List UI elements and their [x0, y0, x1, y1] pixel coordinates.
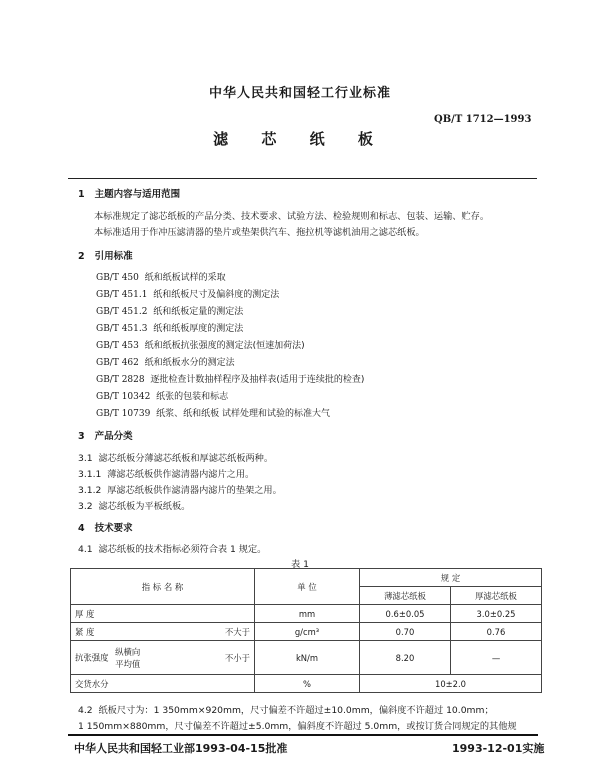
clause-4-2-line-1: 4.2 纸板尺寸为：1 350mm×920mm，尺寸偏差不许超过±10.0mm，偏斜度不许超过 10.0mm；	[78, 705, 494, 716]
header-rule	[68, 178, 537, 179]
org-title: 中华人民共和国轻工行业标准	[208, 86, 391, 101]
table-row: 紧 度 不大于 g/cm³ 0.70 0.76	[71, 623, 542, 641]
standard-code: QB/T 1712—1993	[434, 114, 532, 125]
reference-item: GB/T 451.2 纸和纸板定量的测定法	[96, 307, 244, 317]
document-title: 滤 芯 纸 板	[213, 130, 387, 148]
approval-date: 中华人民共和国轻工业部1993-04-15批准	[74, 742, 288, 755]
header-indicator: 指 标 名 称	[71, 569, 255, 605]
section-3-heading: 3 产品分类	[78, 431, 133, 442]
section-1-para-1: 本标准规定了滤芯纸板的产品分类、技术要求、试验方法、检验规则和标志、包装、运输、贮存。	[94, 211, 490, 222]
implementation-date: 1993-12-01实施	[452, 742, 545, 755]
header-thick: 厚滤芯纸板	[451, 587, 542, 605]
reference-item: GB/T 2828 逐批检查计数抽样程序及抽样表(适用于连续批的检查)	[96, 375, 365, 385]
clause-item: 3.1.2 厚滤芯纸板供作滤清器内滤片的垫架之用。	[78, 485, 282, 496]
clause-item: 3.1.1 薄滤芯纸板供作滤清器内滤片之用。	[78, 469, 255, 480]
reference-item: GB/T 10739 纸浆、纸和纸板 试样处理和试验的标准大气	[96, 409, 330, 419]
table-caption: 表 1	[291, 559, 309, 570]
table-row: 交货水分 % 10±2.0	[71, 675, 542, 693]
footer-rule	[68, 734, 538, 736]
clause-item: 3.1 滤芯纸板分薄滤芯纸板和厚滤芯纸板两种。	[78, 453, 274, 464]
section-1-heading: 1 主题内容与适用范围	[78, 189, 181, 200]
section-4-heading: 4 技术要求	[78, 523, 133, 534]
reference-item: GB/T 453 纸和纸板抗张强度的测定法(恒速加荷法)	[96, 341, 305, 351]
spec-table	[70, 568, 542, 693]
reference-item: GB/T 451.3 纸和纸板厚度的测定法	[96, 324, 244, 334]
section-1-para-2: 本标准适用于作冲压滤清器的垫片或垫架供汽车、拖拉机等滤机油用之滤芯纸板。	[94, 227, 425, 238]
clause-item: 3.2 滤芯纸板为平板纸板。	[78, 501, 191, 512]
clause-4-1: 4.1 滤芯纸板的技术指标必须符合表 1 规定。	[78, 544, 267, 555]
reference-item: GB/T 451.1 纸和纸板尺寸及偏斜度的测定法	[96, 290, 280, 300]
reference-item: GB/T 450 纸和纸板试样的采取	[96, 273, 226, 283]
section-2-heading: 2 引用标准	[78, 251, 133, 262]
table-row: 抗张强度 纵横向 平均值 不小于 kN/m 8.20 —	[71, 641, 542, 675]
table-row: 厚 度 mm 0.6±0.05 3.0±0.25	[71, 605, 542, 623]
reference-item: GB/T 462 纸和纸板水分的测定法	[96, 358, 235, 368]
reference-item: GB/T 10342 纸张的包装和标志	[96, 392, 229, 402]
header-unit: 单 位	[255, 569, 360, 605]
header-spec: 规 定	[360, 569, 542, 587]
header-thin: 薄滤芯纸板	[360, 587, 451, 605]
clause-4-2-line-2: 1 150mm×880mm，尺寸偏差不许超过±5.0mm，偏斜度不许超过 5.0mm，或按订货合同规定的其他规	[78, 721, 517, 732]
